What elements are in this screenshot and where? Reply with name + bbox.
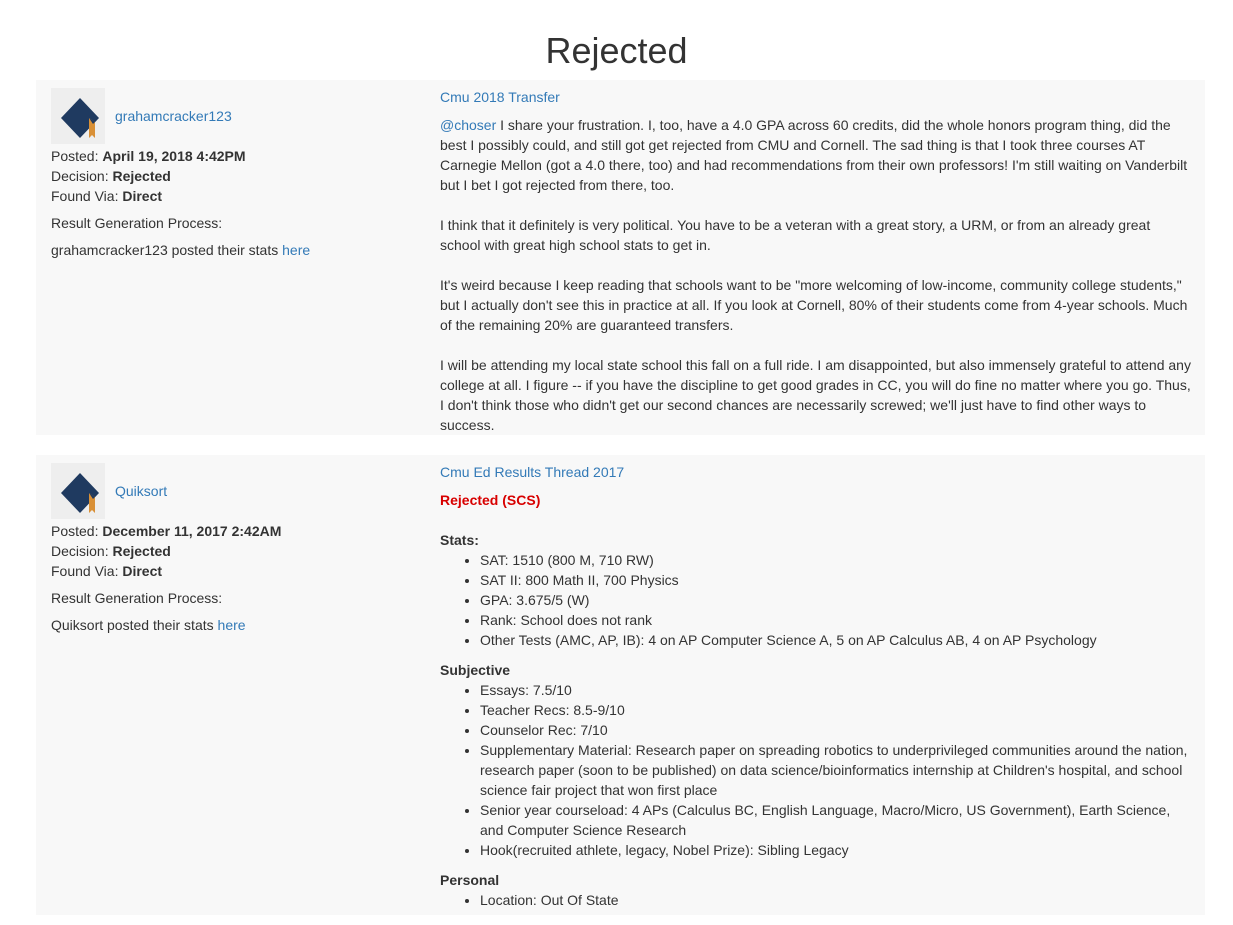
list-item: • GPA: 3.675/5 (W)	[480, 590, 1192, 610]
post-paragraph: I think that it definitely is very political. You have to be a veteran with a great story, a URM, or from an already great school with great high school stats to get in.	[440, 217, 1151, 253]
found-via-value: Direct	[122, 563, 163, 579]
post-card	[36, 80, 1205, 435]
list-item: • Supplementary Material: Research paper on spreading robotics to underprivileged communities around the nation, research paper (soon to be published) on data science/bioinformatics internship at Children's hospital, and school science fair project that won first place	[480, 740, 1192, 800]
personal-heading: Personal	[440, 872, 500, 888]
result-heading: Rejected (SCS)	[440, 492, 541, 508]
stats-here-link[interactable]: here	[217, 617, 246, 633]
post-paragraph: I will be attending my local state school this fall on a full ride. I am disappointed, but also immensely grateful to attend any college at all. I figure -- if you have the discipline to get good grades in CC, you will do fine no matter where you go. Thus, I don't think those who didn't get our second chances are necessarily screwed; we'll just have to find other ways to success.	[440, 357, 1191, 433]
post-content	[440, 80, 1192, 440]
stats-heading: Stats:	[440, 532, 479, 548]
avatar[interactable]	[51, 88, 105, 144]
stats-here-link[interactable]: here	[282, 242, 311, 258]
post-paragraph	[440, 115, 1192, 195]
graduation-cap-diamond-icon	[57, 96, 99, 140]
decision-label: Decision:	[51, 168, 113, 184]
found-via-label: Found Via:	[51, 563, 123, 579]
decision-value: Rejected	[112, 543, 171, 559]
post-content	[440, 455, 1192, 925]
thread-title-link[interactable]: Cmu 2018 Transfer	[440, 89, 560, 105]
post-card	[36, 455, 1205, 915]
subjective-heading: Subjective	[440, 662, 511, 678]
found-via-line	[51, 186, 411, 206]
posted-label: Posted:	[51, 523, 103, 539]
found-via-label: Found Via:	[51, 188, 123, 204]
post-paragraph: It's weird because I keep reading that schools want to be "more welcoming of low-income, community college students," but I actually don't see this in practice at all. If you look at Cornell, 80% of their students come from 4-year schools. Much of the remaining 20% are guaranteed transfers.	[440, 277, 1188, 333]
posted-line	[51, 146, 411, 166]
list-item: • Essays: 7.5/10	[480, 680, 1192, 700]
stats-line	[51, 240, 411, 260]
stats-text: grahamcracker123 posted their stats	[51, 242, 283, 258]
username-link[interactable]: grahamcracker123	[115, 108, 232, 124]
graduation-cap-diamond-icon	[57, 471, 99, 515]
post-meta	[51, 463, 411, 635]
result-process-label: Result Generation Process:	[51, 590, 223, 606]
list-item: • SAT: 1510 (800 M, 710 RW)	[480, 550, 1192, 570]
posted-date: December 11, 2017 2:42AM	[102, 523, 282, 539]
result-process-label: Result Generation Process:	[51, 215, 223, 231]
list-item: • Other Tests (AMC, AP, IB): 4 on AP Computer Science A, 5 on AP Calculus AB, 4 on AP Psychology	[480, 630, 1192, 650]
username-link[interactable]: Quiksort	[115, 483, 168, 499]
found-via-value: Direct	[122, 188, 163, 204]
list-item: • Location: Out Of State	[480, 890, 1192, 910]
decision-value: Rejected	[112, 168, 171, 184]
paragraph-text: I share your frustration. I, too, have a 4.0 GPA across 60 credits, did the whole honors program thing, did the best I possibly could, and still got get rejected from CMU and Cornell. The sad thing is that I took three courses AT Carnegie Mellon (got a 4.0 there, too) and had recommendations from their own professors! I'm still waiting on Vanderbilt but I bet I got rejected from there, too.	[440, 117, 1188, 193]
decision-line	[51, 166, 411, 186]
list-item: • Rank: School does not rank	[480, 610, 1192, 630]
user-row	[51, 88, 411, 144]
subjective-list	[440, 680, 1192, 860]
list-item: • Senior year courseload: 4 APs (Calculus BC, English Language, Macro/Micro, US Government), Earth Science, and Computer Science Research	[480, 800, 1192, 840]
decision-line	[51, 541, 411, 561]
found-via-line	[51, 561, 411, 581]
stats-line	[51, 615, 411, 635]
list-item: • Counselor Rec: 7/10	[480, 720, 1192, 740]
posted-line	[51, 521, 411, 541]
stats-list	[440, 550, 1192, 650]
personal-list	[440, 890, 1192, 910]
list-item: • Hook(recruited athlete, legacy, Nobel Prize): Sibling Legacy	[480, 840, 1192, 860]
avatar[interactable]	[51, 463, 105, 519]
posted-label: Posted:	[51, 148, 103, 164]
thread-title-link[interactable]: Cmu Ed Results Thread 2017	[440, 464, 625, 480]
list-item: • SAT II: 800 Math II, 700 Physics	[480, 570, 1192, 590]
post-body	[440, 115, 1192, 435]
stats-text: Quiksort posted their stats	[51, 617, 218, 633]
decision-label: Decision:	[51, 543, 113, 559]
mention-link[interactable]: @choser	[440, 117, 497, 133]
list-item: • Teacher Recs: 8.5-9/10	[480, 700, 1192, 720]
page-title: Rejected	[545, 30, 688, 71]
user-row	[51, 463, 411, 519]
posted-date: April 19, 2018 4:42PM	[102, 148, 246, 164]
post-meta	[51, 88, 411, 260]
